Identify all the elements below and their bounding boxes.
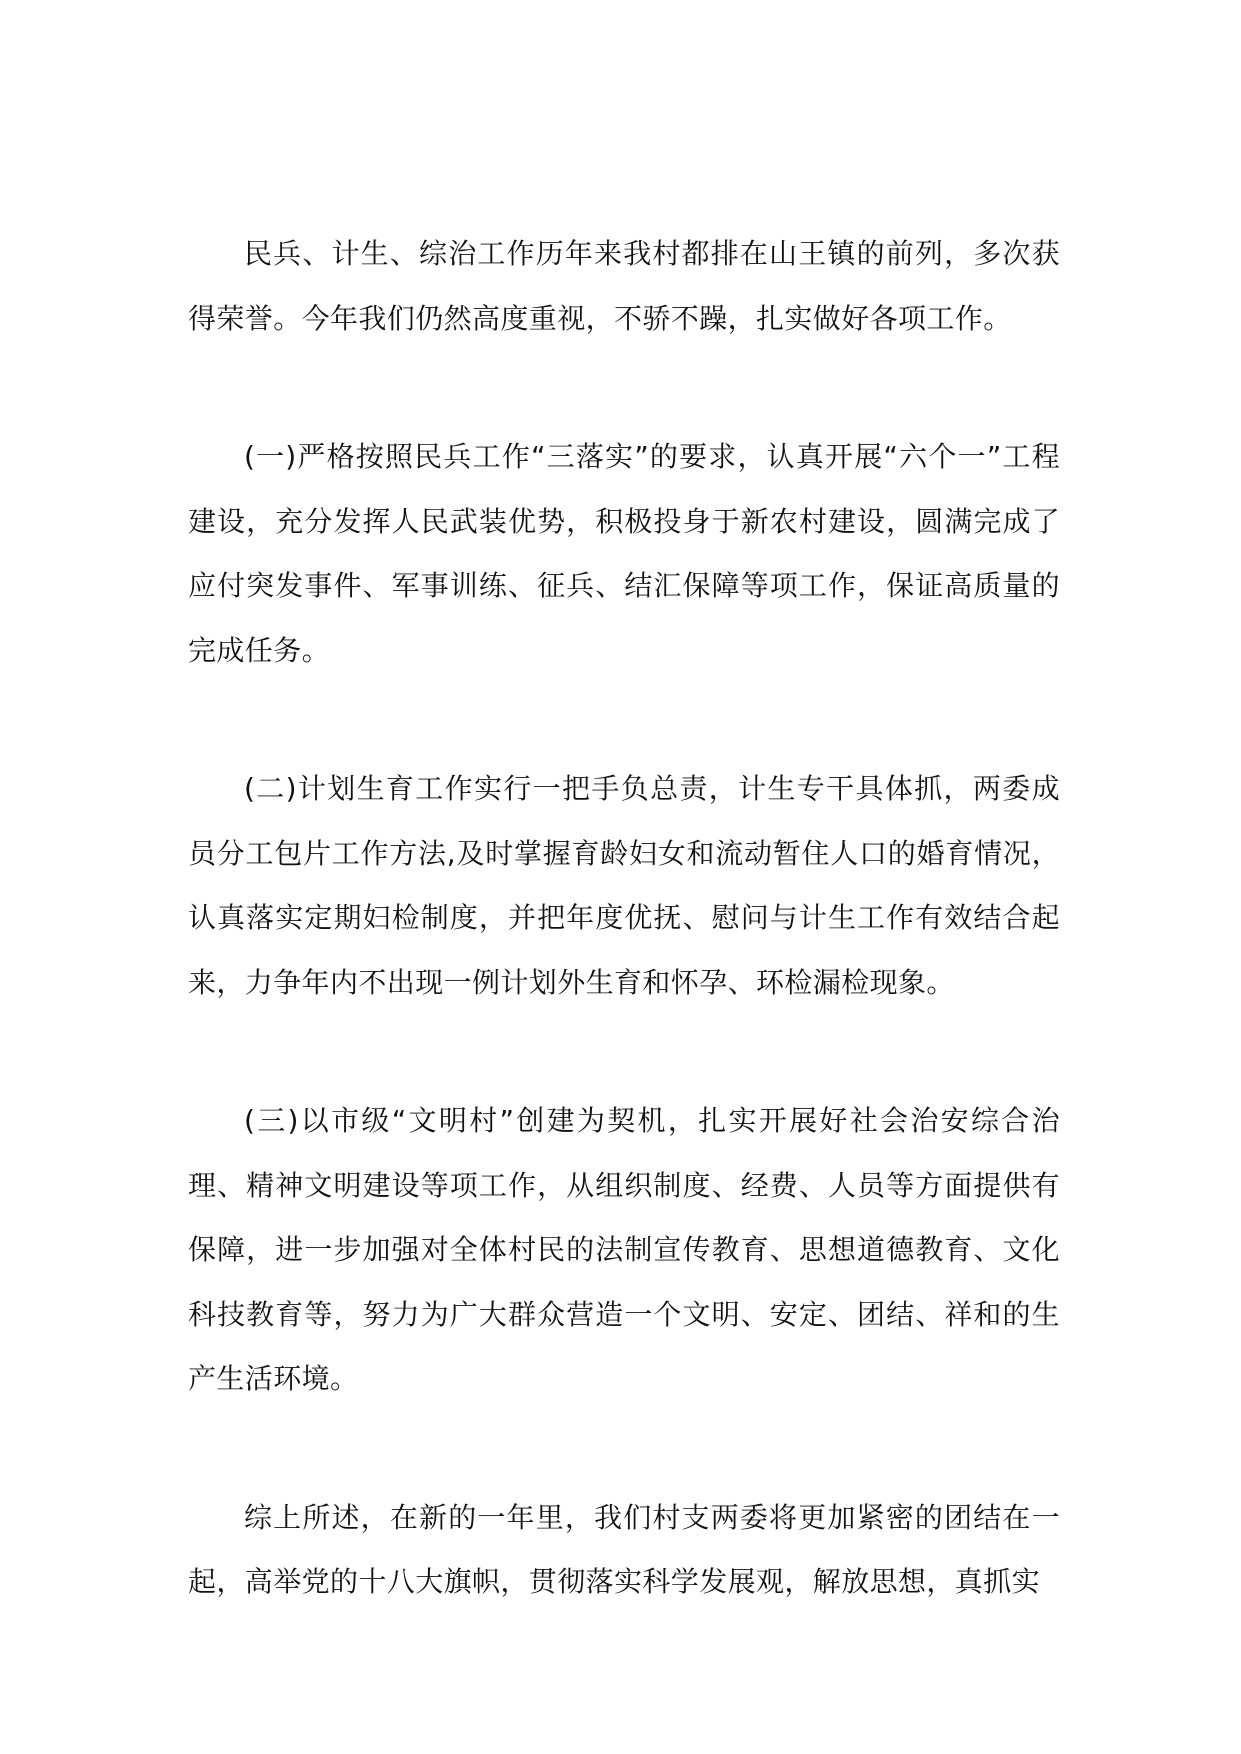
paragraph-spacer xyxy=(188,1412,1060,1486)
paragraph-spacer xyxy=(188,351,1060,425)
paragraph-family-planning-work: (二)计划生育工作实行一把手负总责，计生专干具体抓，两委成员分工包片工作方法,及时掌握育龄妇女和流动暂住人口的婚育情况，认真落实定期妇检制度，并把年度优抚、慰问与计生工作有效结合起来，力争年内不出现一例计划外生育和怀孕、环检漏检现象。 xyxy=(188,772,1060,999)
paragraph-militia-family-planning-intro: 民兵、计生、综治工作历年来我村都排在山王镇的前列，多次获得荣誉。今年我们仍然高度重视，不骄不躁，扎实做好各项工作。 xyxy=(188,237,1060,335)
paragraph-militia-work: (一)严格按照民兵工作“三落实”的要求，认真开展“六个一”工程建设，充分发挥人民武装优势，积极投身于新农村建设，圆满完成了应付突发事件、军事训练、征兵、结汇保障等项工作，保证高质量的完成任务。 xyxy=(188,440,1060,667)
paragraph-civilized-village-work: (三)以市级“文明村”创建为契机，扎实开展好社会治安综合治理、精神文明建设等项工作，从组织制度、经费、人员等方面提供有保障，进一步加强对全体村民的法制宣传教育、思想道德教育、文化科技教育等，努力为广大群众营造一个文明、安定、团结、祥和的生产生活环境。 xyxy=(188,1104,1060,1395)
paragraph-summary: 综上所述，在新的一年里，我们村支两委将更加紧密的团结在一起，高举党的十八大旗帜，贯彻落实科学发展观，解放思想，真抓实 xyxy=(188,1500,1060,1598)
paragraph-spacer xyxy=(188,683,1060,757)
paragraph-spacer xyxy=(188,1015,1060,1089)
document-body xyxy=(188,222,1060,1615)
